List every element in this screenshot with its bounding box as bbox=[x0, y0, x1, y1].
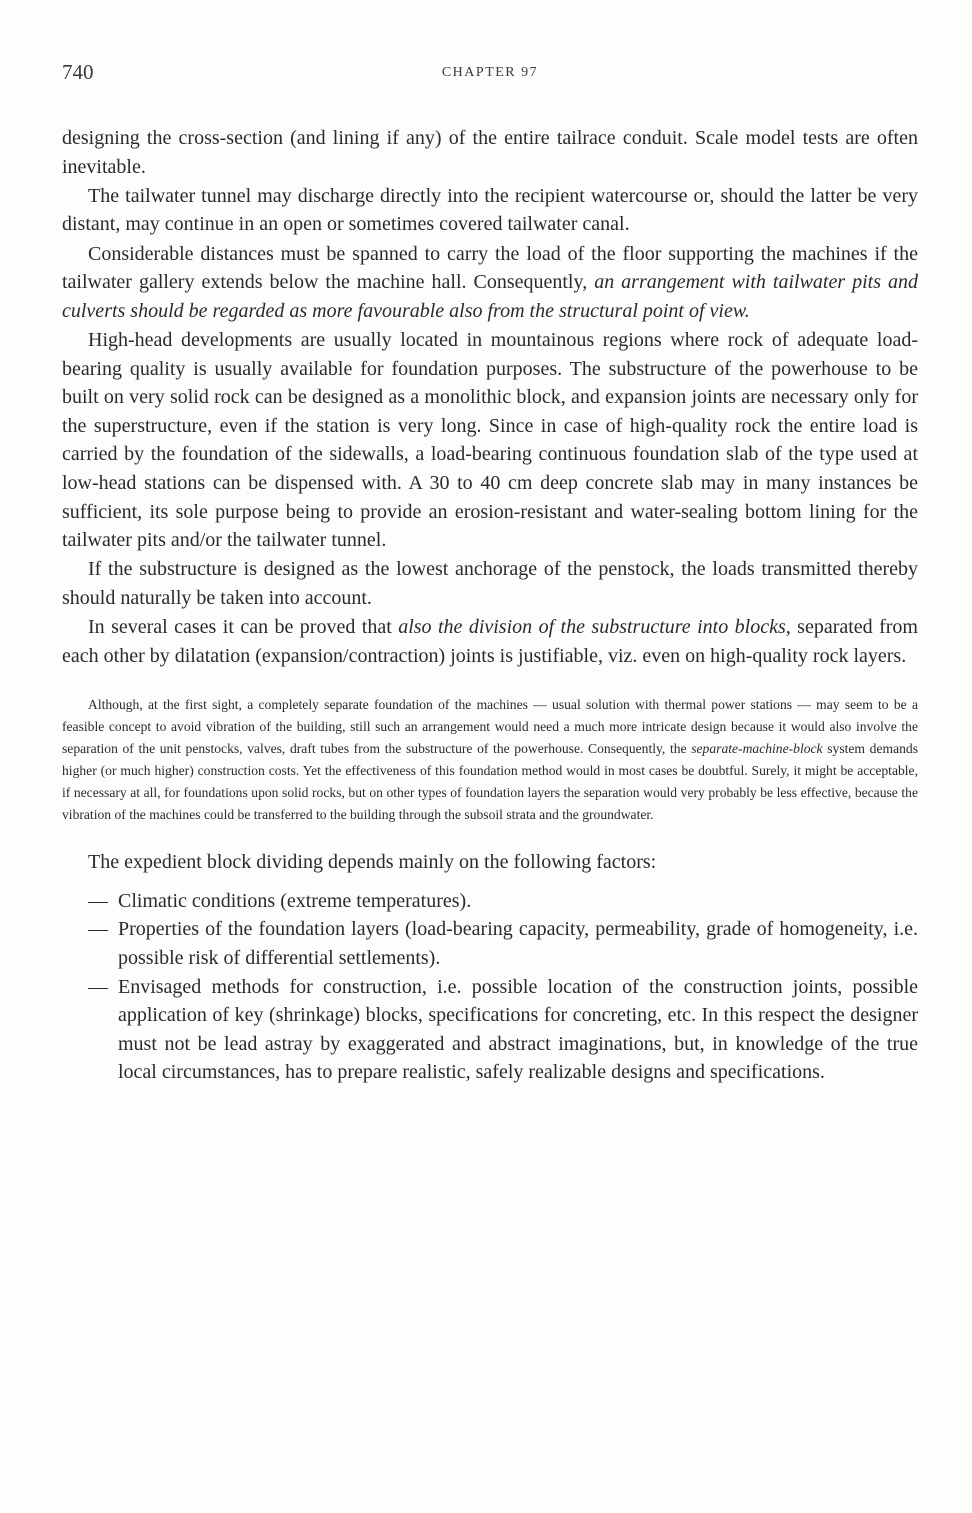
paragraph-6 bbox=[62, 613, 918, 670]
dash-bullet: — bbox=[88, 918, 108, 941]
paragraph-3-italic: an arrangement with tailwater pits and culverts should be regarded as more favourable also from the structural point of view. bbox=[62, 271, 918, 322]
factor-item-climatic bbox=[62, 887, 918, 916]
factor-item-foundation-layers bbox=[62, 915, 918, 972]
note-tail: system demands higher (or much higher) construction costs. Yet the effectiveness of this foundation method would in most cases be doubtful. Surely, it might be acceptable, if necessary at all, for foundations upon solid rocks, but on other types of foundation layers the separation would very probably be less effective, because the vibration of the machines could be transferred to the building through the subsoil strata and the groundwater. bbox=[62, 741, 918, 823]
factor-item-construction-methods bbox=[62, 973, 918, 1087]
paragraph-5: If the substructure is designed as the lowest anchorage of the penstock, the loads transmitted thereby should naturally be taken into account. bbox=[62, 558, 918, 609]
body-text bbox=[62, 124, 918, 1087]
page-number: 740 bbox=[62, 60, 94, 84]
small-print-note bbox=[62, 694, 918, 826]
page-header bbox=[62, 60, 918, 90]
paragraph-6-tail: separated from each other by dilatation (expansion/contraction) joints is justifiable, viz. even on high-quality rock layers. bbox=[62, 616, 918, 667]
factor-text: Envisaged methods for construction, i.e. possible location of the construction joints, possible application of key (shrinkage) blocks, specifications for concreting, etc. In this respect the designer must not be lead astray by exaggerated and abstract imaginations, but, in knowledge of the true local circumstances, has to prepare realistic, safely realizable designs and specifications. bbox=[118, 975, 918, 1084]
paragraph-6-italic: also the division of the substructure into blocks, bbox=[398, 616, 791, 639]
paragraph-3-text: Considerable distances must be spanned to carry the load of the floor supporting the machines if the tailwater gallery extends below the machine hall. Consequently, bbox=[62, 242, 918, 294]
paragraph-6-text: In several cases it can be proved that bbox=[88, 616, 399, 639]
factors-list bbox=[62, 887, 918, 1087]
paragraph-2: The tailwater tunnel may discharge directly into the recipient watercourse or, should the latter be very distant, may continue in an open or sometimes covered tailwater canal. bbox=[62, 184, 918, 236]
note-text: Although, at the first sight, a completely separate foundation of the machines — usual solution with thermal power stations — may seem to be a feasible concept to avoid vibration of the building, still such an arrangement would need a much more intricate design because it would also involve the separation of the unit penstocks, valves, draft tubes from the substructure of the powerhouse. Consequently, the bbox=[62, 697, 918, 757]
factor-text: Climatic conditions (extreme temperatures). bbox=[118, 889, 472, 912]
factor-text: Properties of the foundation layers (load-bearing capacity, permeability, grade of homogeneity, i.e. possible risk of differential settlements). bbox=[118, 918, 918, 970]
running-head: CHAPTER 97 bbox=[441, 65, 539, 80]
note-italic: separate-machine-block bbox=[691, 741, 823, 757]
paragraph-3 bbox=[62, 240, 918, 326]
factors-intro: The expedient block dividing depends mainly on the following factors: bbox=[88, 851, 657, 874]
paragraph-4: High-head developments are usually located in mountainous regions where rock of adequate load-bearing quality is usually available for foundation purposes. The substructure of the powerhouse to be built on very solid rock can be designed as a monolithic block, and expansion joints are necessary only for the superstructure, even if the station is very long. Since in case of high-quality rock the entire load is carried by the foundation of the sidewalls, a load-bearing continuous foundation slab of the type used at low-head stations can be dispensed with. A 30 to 40 cm deep concrete slab may in many instances be sufficient, its sole purpose being to provide an erosion-resistant and water-sealing bottom lining for the tailwater pits and/or the tailwater tunnel. bbox=[62, 328, 918, 552]
dash-bullet: — bbox=[88, 889, 108, 912]
paragraph-1: designing the cross-section (and lining if any) of the entire tailrace conduit. Scale model tests are often inevitable. bbox=[62, 127, 918, 178]
dash-bullet: — bbox=[88, 975, 108, 998]
